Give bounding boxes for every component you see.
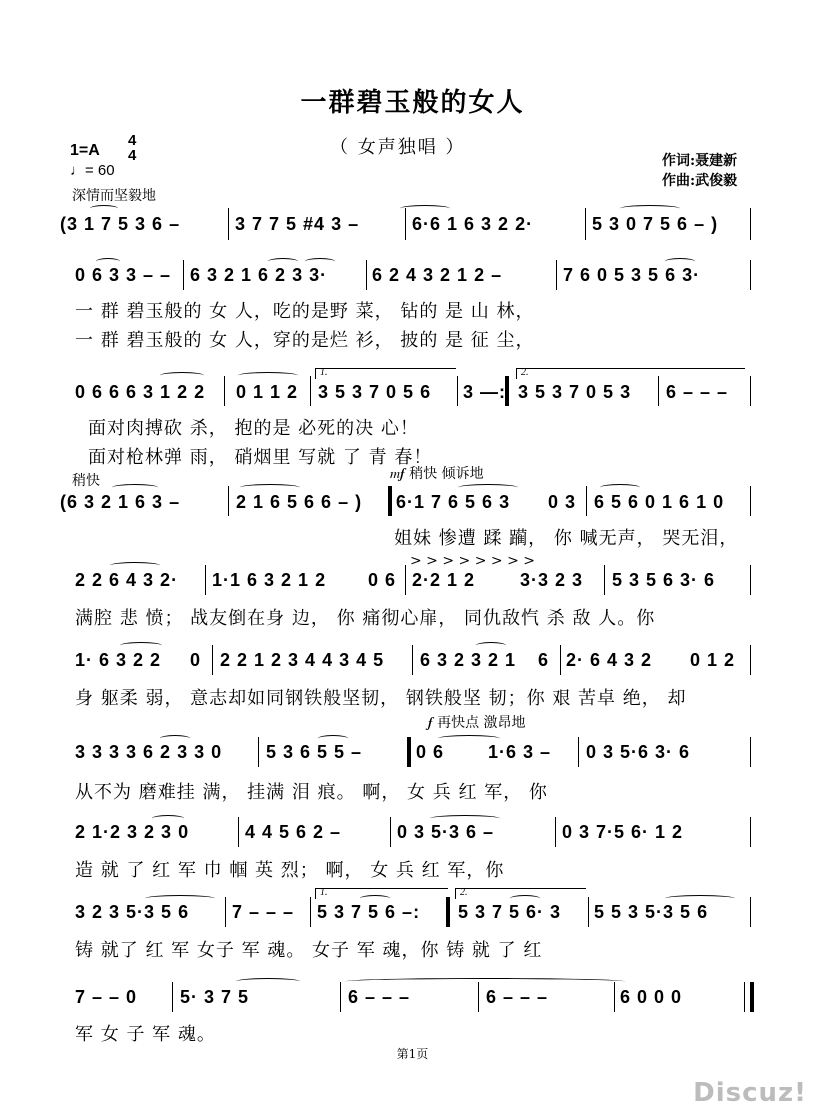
row-5-measure-5: 6 xyxy=(538,650,550,670)
row-9-lyric: 军 女 子 军 魂。 xyxy=(75,1024,216,1045)
row-3-measure-2: 2 1 6 5 6 6 – ) xyxy=(236,492,363,512)
row-9-measure-3: 6 – – – xyxy=(348,987,411,1007)
tempo-marking: ♩= 60 xyxy=(70,162,115,179)
expression-faster: 稍快 xyxy=(72,473,100,489)
row-7-measure-2: 4 4 5 6 2 – xyxy=(245,822,342,842)
row-1-measure-2: 6 3 2 1 6 2 3 3· xyxy=(190,265,328,285)
row-1-lyric-verse-1: 一 群 碧玉般的 女 人，吃的是野 菜， 钻的 是 山 林， xyxy=(75,301,535,322)
row-9-measure-4: 6 – – – xyxy=(486,987,549,1007)
row-7-measure-4: 0 3 7·5 6· 1 2 xyxy=(562,822,684,842)
volta-2-label: 2. xyxy=(521,367,529,378)
row-0-measure-2: 3 7 7 5 #4 3 – xyxy=(235,214,360,234)
row-8-measure-1: 3 2 3 5·3 5 6 xyxy=(75,902,190,922)
expression-intro: 深情而坚毅地 xyxy=(72,188,156,204)
row-5-measure-4: 6 3 2 3 2 1 xyxy=(420,650,517,670)
row-1-measure-3: 6 2 4 3 2 1 2 – xyxy=(372,265,503,285)
page-number: 第1页 xyxy=(396,1047,429,1061)
row-9-measure-2: 5· 3 7 5 xyxy=(180,987,250,1007)
row-7-measure-3: 0 3 5·3 6 – xyxy=(397,822,495,842)
row-4-lyric: 满腔 悲 愤； 战友倒在身 边， 你 痛彻心扉， 同仇敌忾 杀 敌 人。你 xyxy=(75,608,656,629)
row-6-measure-2: 5 3 6 5 5 – xyxy=(266,742,363,762)
row-0-measure-3: 6·6 1 6 3 2 2· xyxy=(412,214,534,234)
row-5-lyric: 身 躯柔 弱， 意志却如同钢铁般坚韧， 钢铁般坚 韧；你 艰 苦卓 绝， 却 xyxy=(75,688,687,709)
row-6-measure-3: 0 6 xyxy=(416,742,445,762)
row-8-measure-5: 5 5 3 5·3 5 6 xyxy=(594,902,709,922)
row-2-lyric-verse-2: 面对枪林弹 雨， 硝烟里 写就 了 青 春！ xyxy=(88,447,433,468)
row-0-measure-1: (3 1 7 5 3 6 – xyxy=(60,214,181,234)
volta-2-label-row8: 2. xyxy=(460,887,468,898)
row-5-measure-7: 0 1 2 xyxy=(690,650,736,670)
row-3-measure-4: 0 3 xyxy=(548,492,577,512)
volta-1-label-row8: 1. xyxy=(320,887,328,898)
row-6-measure-4: 1·6 3 – xyxy=(488,742,552,762)
row-2-measure-4: 3 —: xyxy=(463,382,507,402)
row-6-lyric: 从不为 磨难挂 满， 挂满 泪 痕。 啊， 女 兵 红 军， 你 xyxy=(75,782,548,803)
row-1-lyric-verse-2: 一 群 碧玉般的 女 人，穿的是烂 衫， 披的 是 征 尘， xyxy=(75,330,535,351)
row-8-measure-4: 5 3 7 5 6· 3 xyxy=(458,902,562,922)
row-4-measure-1: 2 2 6 4 3 2· xyxy=(75,570,179,590)
row-7-measure-1: 2 1·2 3 2 3 0 xyxy=(75,822,190,842)
time-signature-top: 4 xyxy=(128,132,137,149)
row-4-measure-2: 1·1 6 3 2 1 2 xyxy=(212,570,327,590)
expression-mf: 𝆐𝆑 稍快 倾诉地 xyxy=(390,466,484,482)
row-2-measure-2: 0 1 1 2 xyxy=(236,382,299,402)
row-7-lyric: 造 就 了 红 军 巾 帼 英 烈； 啊， 女 兵 红 军，你 xyxy=(75,860,505,881)
row-2-lyric-verse-1: 面对肉搏砍 杀， 抱的是 必死的决 心！ xyxy=(88,418,419,439)
row-6-measure-5: 0 3 5·6 3· 6 xyxy=(586,742,691,762)
row-3-measure-5: 6 5 6 0 1 6 1 0 xyxy=(594,492,725,512)
row-9-measure-1: 7 – – 0 xyxy=(75,987,138,1007)
row-2-measure-5: 3 5 3 7 0 5 3 xyxy=(518,382,632,402)
row-4-measure-6: 5 3 5 6 3· 6 xyxy=(612,570,716,590)
row-8-lyric: 铸 就了 红 军 女子 军 魂。 女子 军 魂，你 铸 就 了 红 xyxy=(75,940,543,961)
key-signature: 1=A xyxy=(70,142,100,159)
row-8-measure-3: 5 3 7 5 6 –: xyxy=(317,902,421,922)
row-3-measure-1: (6 3 2 1 6 3 – xyxy=(60,492,181,512)
row-4-measure-4: 2·2 1 2 xyxy=(412,570,476,590)
row-5-measure-3: 2 2 1 2 3 4 4 3 4 5 xyxy=(220,650,385,670)
composer-credit: 作曲:武俊毅 xyxy=(662,173,738,189)
expression-f: 𝆑 再快点 激昂地 xyxy=(428,715,526,731)
row-3-lyric: 姐妹 惨遭 蹂 躏， 你 喊无声， 哭无泪， xyxy=(394,528,739,549)
time-signature-bottom: 4 xyxy=(128,147,137,164)
song-subtitle: （ 女声独唱 ） xyxy=(330,137,466,158)
row-2-measure-1: 0 6 6 6 3 1 2 2 xyxy=(75,382,206,402)
row-0-measure-4: 5 3 0 7 5 6 – ) xyxy=(592,214,719,234)
row-3-measure-3: 6·1 7 6 5 6 3 xyxy=(396,492,511,512)
row-6-measure-1: 3 3 3 3 6 2 3 3 0 xyxy=(75,742,223,762)
row-1-measure-4: 7 6 0 5 3 5 6 3· xyxy=(563,265,701,285)
song-title: 一群碧玉般的女人 xyxy=(300,88,525,118)
row-9-measure-5: 6 0 0 0 xyxy=(620,987,683,1007)
row-5-measure-6: 2· 6 4 3 2 xyxy=(566,650,653,670)
lyricist-credit: 作词:聂建新 xyxy=(662,153,738,169)
time-signature xyxy=(128,133,136,163)
row-5-measure-2: 0 xyxy=(190,650,202,670)
volta-1-label: 1. xyxy=(320,367,328,378)
row-5-measure-1: 1· 6 3 2 2 xyxy=(75,650,162,670)
row-2-measure-6: 6 – – – xyxy=(666,382,729,402)
row-2-measure-3: 3 5 3 7 0 5 6 xyxy=(318,382,432,402)
row-8-measure-2: 7 – – – xyxy=(232,902,295,922)
row-4-measure-5: 3·3 2 3 xyxy=(520,570,584,590)
accent-marks: > > > > > > > > xyxy=(410,553,535,569)
watermark-logo: Discuz! xyxy=(693,1078,807,1108)
row-1-measure-1: 0 6 3 3 – – xyxy=(75,265,172,285)
row-4-measure-3: 0 6 xyxy=(368,570,397,590)
